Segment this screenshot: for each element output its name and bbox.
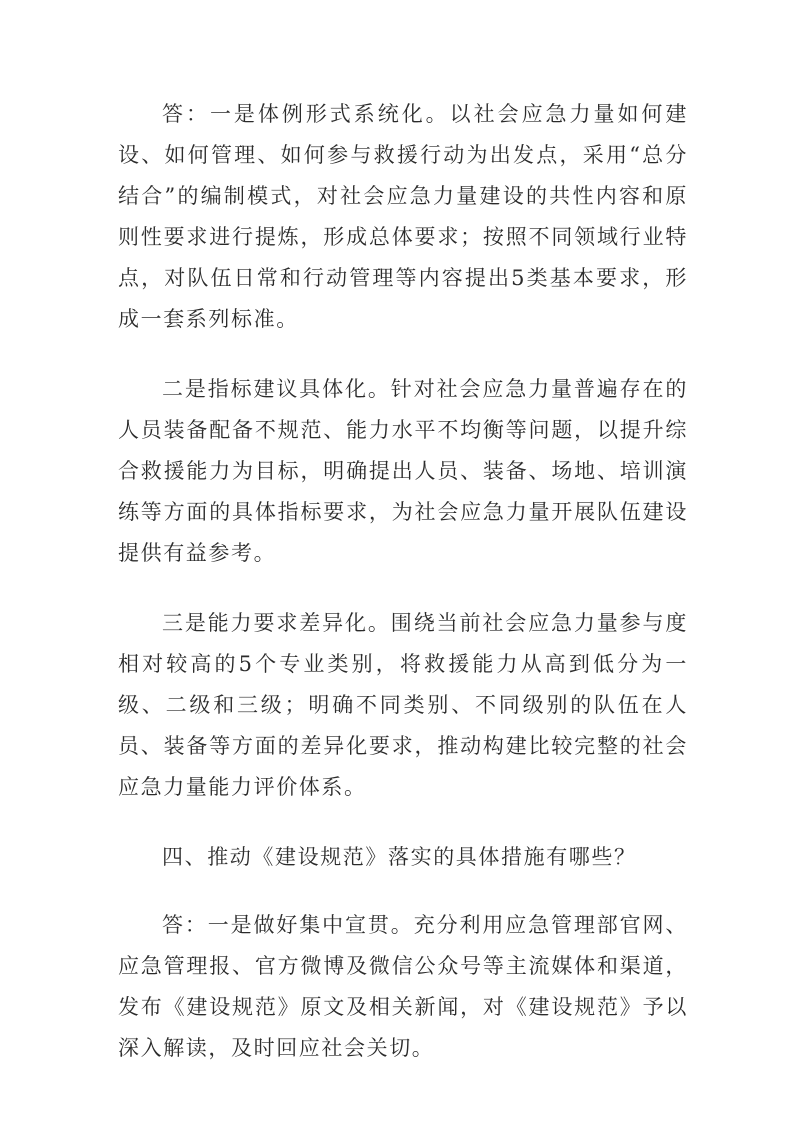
- document-body: [118, 94, 688, 1098]
- paragraph-question-4: 四、推动《建设规范》落实的具体措施有哪些？: [162, 845, 637, 869]
- paragraph-point-2: 二是指标建议具体化。针对社会应急力量普遍存在的人员装备配备不规范、能力水平不均衡等问题，以提升综合救援能力为目标，明确提出人员、装备、场地、培训演练等方面的具体指标要求，为社会应急力量开展队伍建设提供有益参考。: [118, 377, 688, 565]
- paragraph-answer-1: 答：一是体例形式系统化。以社会应急力量如何建设、如何管理、如何参与救援行动为出发点，采用“总分结合”的编制模式，对社会应急力量建设的共性内容和原则性要求进行提炼，形成总体要求；按照不同领域行业特点，对队伍日常和行动管理等内容提出5类基本要求，形成一套系列标准。: [118, 102, 688, 331]
- paragraph-point-3: 三是能力要求差异化。围绕当前社会应急力量参与度相对较高的5个专业类别，将救援能力从高到低分为一级、二级和三级；明确不同类别、不同级别的队伍在人员、装备等方面的差异化要求，推动构建比较完整的社会应急力量能力评价体系。: [118, 611, 688, 799]
- paragraph-answer-4: 答：一是做好集中宣贯。充分利用应急管理部官网、应急管理报、官方微博及微信公众号等主流媒体和渠道，发布《建设规范》原文及相关新闻，对《建设规范》予以深入解读，及时回应社会关切。: [118, 913, 688, 1060]
